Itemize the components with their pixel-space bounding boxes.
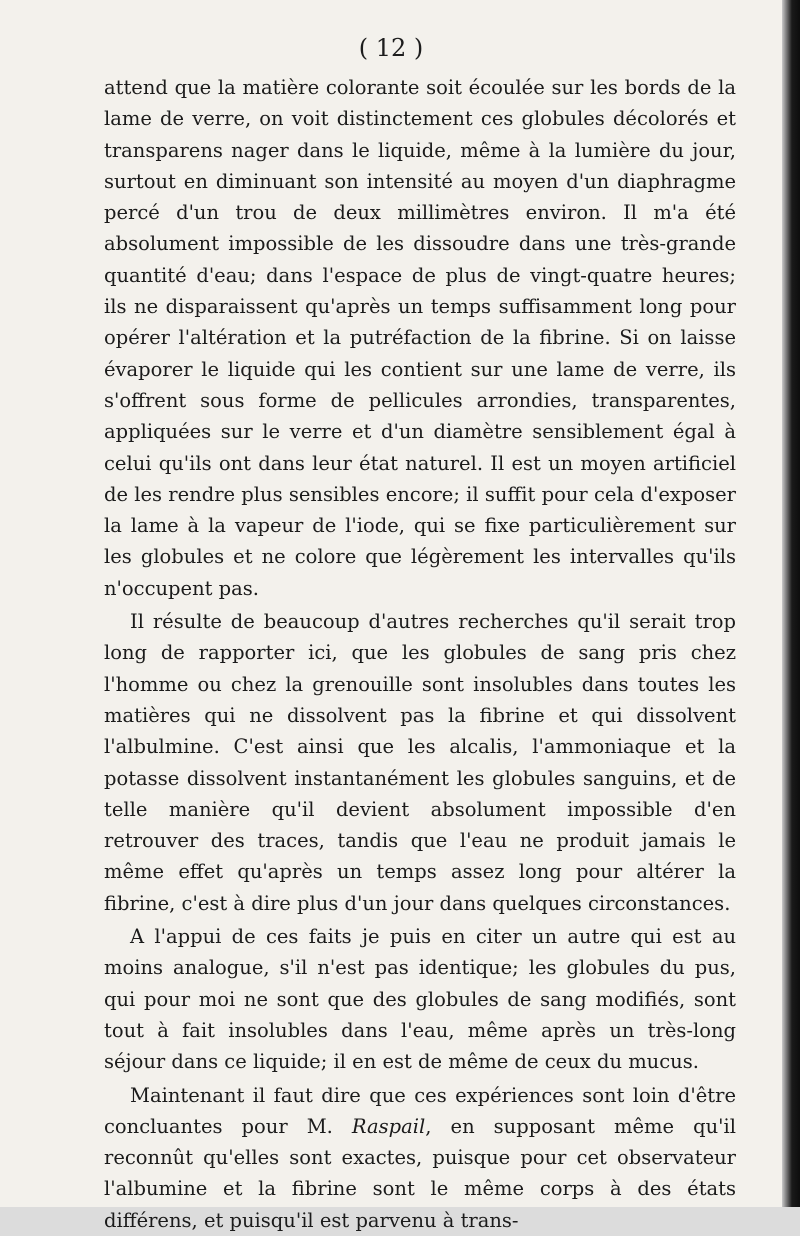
paragraph-3: A l'appui de ces faits je puis en citer un autre qui est au moins analogue, s'il n'est pas identique; les globules du pus, qui pour moi ne sont que des globules de sang modifiés, sont tout à fait insolubles dans l'eau, même après un très-long séjour dans ce liquide; il en est de même de ceux du mucus. [104,925,736,1074]
paragraph-4 [104,1080,736,1236]
body-text [104,72,736,1236]
paragraph-4-end: , en supposant même qu'il reconnût qu'elles sont exactes, puisque pour cet observateur l'albumine et la fibrine sont le même corps à des états différens, et puisqu'il est parvenu à trans- [104,1114,737,1232]
author-name: Raspail [351,1114,426,1138]
paragraph-1: attend que la matière colorante soit écoulée sur les bords de la lame de verre, on voit distinctement ces globules décolorés et transparens nager dans le liquide, même à la lumière du jour, surtout en diminuant son intensité au moyen d'un diaphragme percé d'un trou de deux millimètres environ. Il m'a été absolument impossible de les dissoudre dans une très-grande quantité d'eau; dans l'espace de plus de vingt-quatre heures; ils ne disparaissent qu'après un temps suffisamment long pour opérer l'altération et la putréfaction de la fibrine. Si on laisse évaporer le liquide qui les contient sur une lame de verre, ils s'offrent sous forme de pellicules arrondies, transparentes, appliquées sur le verre et d'un diamètre sensiblement égal à celui qu'ils ont dans leur état naturel. Il est un moyen artificiel de les rendre plus sensibles encore; il suffit pour cela d'exposer la lame à la vapeur de l'iode, qui se fixe particulièrement sur les globules et ne colore que légèrement les intervalles qu'ils n'occupent pas. [104,76,736,600]
page-number: ( 12 ) [358,34,424,62]
page-edge-shadow [782,0,800,1207]
paragraph-4-start: Maintenant il faut dire que ces expériences sont loin d'être concluantes pour M. [104,1083,736,1138]
paragraph-2: Il résulte de beaucoup d'autres recherches qu'il serait trop long de rapporter ici, que les globules de sang pris chez l'homme ou chez la grenouille sont insolubles dans toutes les matières qui ne dissolvent pas la fibrine et qui dissolvent l'albulmine. C'est ainsi que les alcalis, l'ammoniaque et la potasse dissolvent instantanément les globules sanguins, et de telle manière qu'il devient absolument impossible d'en retrouver des traces, tandis que l'eau ne produit jamais le même effet qu'après un temps assez long pour altérer la fibrine, c'est à dire plus d'un jour dans quelques circonstances. [104,610,736,915]
